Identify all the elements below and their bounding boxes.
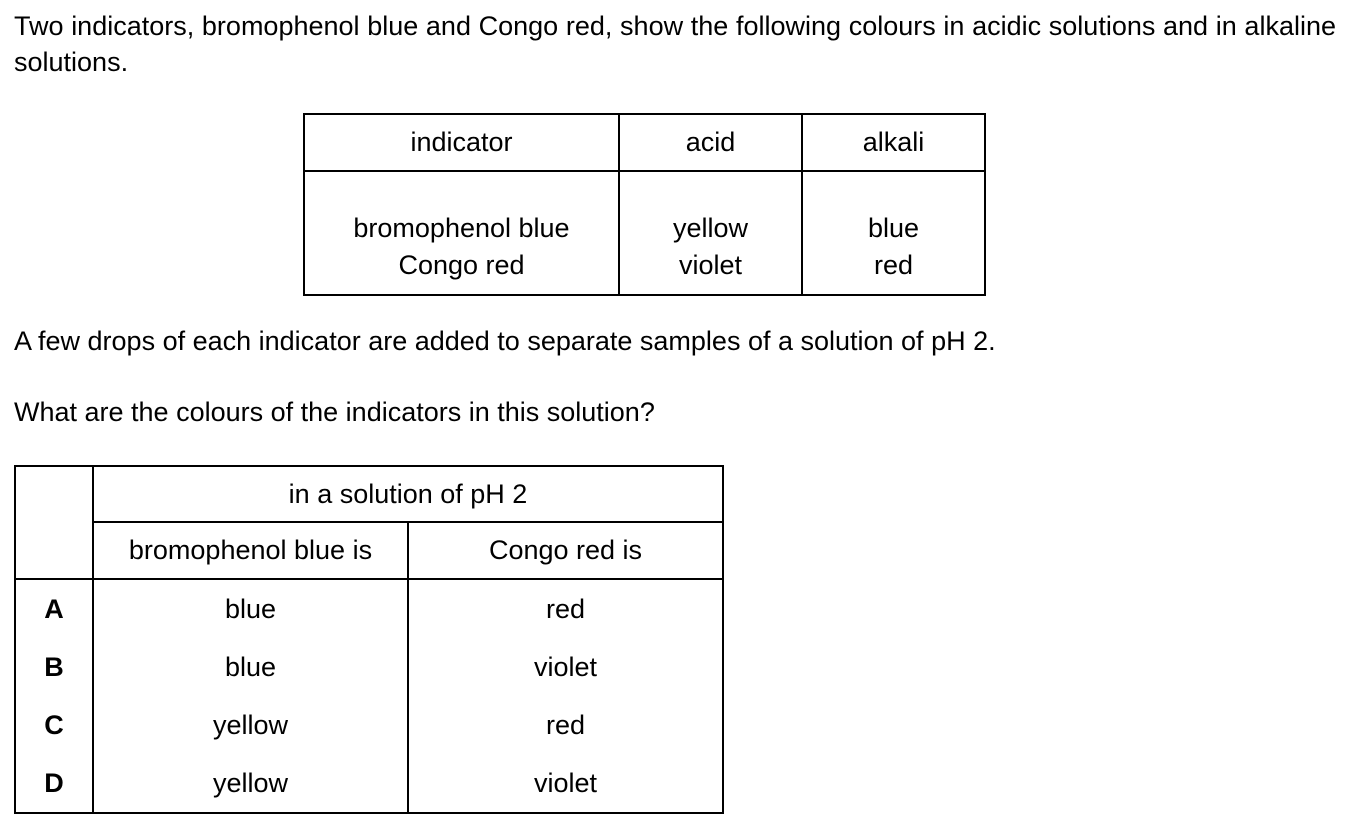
acid-colour: yellow [619,171,802,246]
congo-colour: violet [533,767,598,798]
header-indicator: indicator [304,114,619,171]
option-key[interactable]: A [15,579,93,638]
header-bromophenol: bromophenol blue is [93,522,408,579]
congo-colour: red [545,709,586,740]
header-acid: acid [619,114,802,171]
option-key[interactable]: D [15,754,93,813]
table-row [304,171,985,246]
option-key[interactable]: B [15,638,93,696]
options-corner-cell [15,466,93,579]
acid-colour: violet [619,246,802,295]
bromophenol-colour: blue [93,579,408,638]
congo-colour: violet [533,651,598,682]
alkali-colour: red [802,246,985,295]
indicator-name: Congo red [304,246,619,295]
table-row [304,246,985,295]
options-sub-header-row [15,522,723,579]
intro-text: Two indicators, bromophenol blue and Congo red, show the following colours in acidic solutions and in alkaline solutions. [14,11,1336,77]
group-header: in a solution of pH 2 [93,466,723,522]
header-congo: Congo red is [408,522,723,579]
bromophenol-colour: yellow [93,754,408,813]
option-row-b[interactable] [15,638,723,696]
option-row-c[interactable] [15,696,723,754]
option-row-a[interactable] [15,579,723,638]
answer-options-table [14,465,724,814]
question-text: What are the colours of the indicators in this solution? [14,397,655,427]
indicator-table-header-row [304,114,985,171]
indicator-colour-table [303,113,986,296]
option-key[interactable]: C [15,696,93,754]
congo-colour: red [545,593,586,624]
options-group-header-row [15,466,723,522]
bromophenol-colour: yellow [93,696,408,754]
option-row-d[interactable] [15,754,723,813]
header-alkali: alkali [802,114,985,171]
bromophenol-colour: blue [93,638,408,696]
alkali-colour: blue [802,171,985,246]
statement-text: A few drops of each indicator are added to separate samples of a solution of pH 2. [14,326,996,356]
indicator-name: bromophenol blue [304,171,619,246]
